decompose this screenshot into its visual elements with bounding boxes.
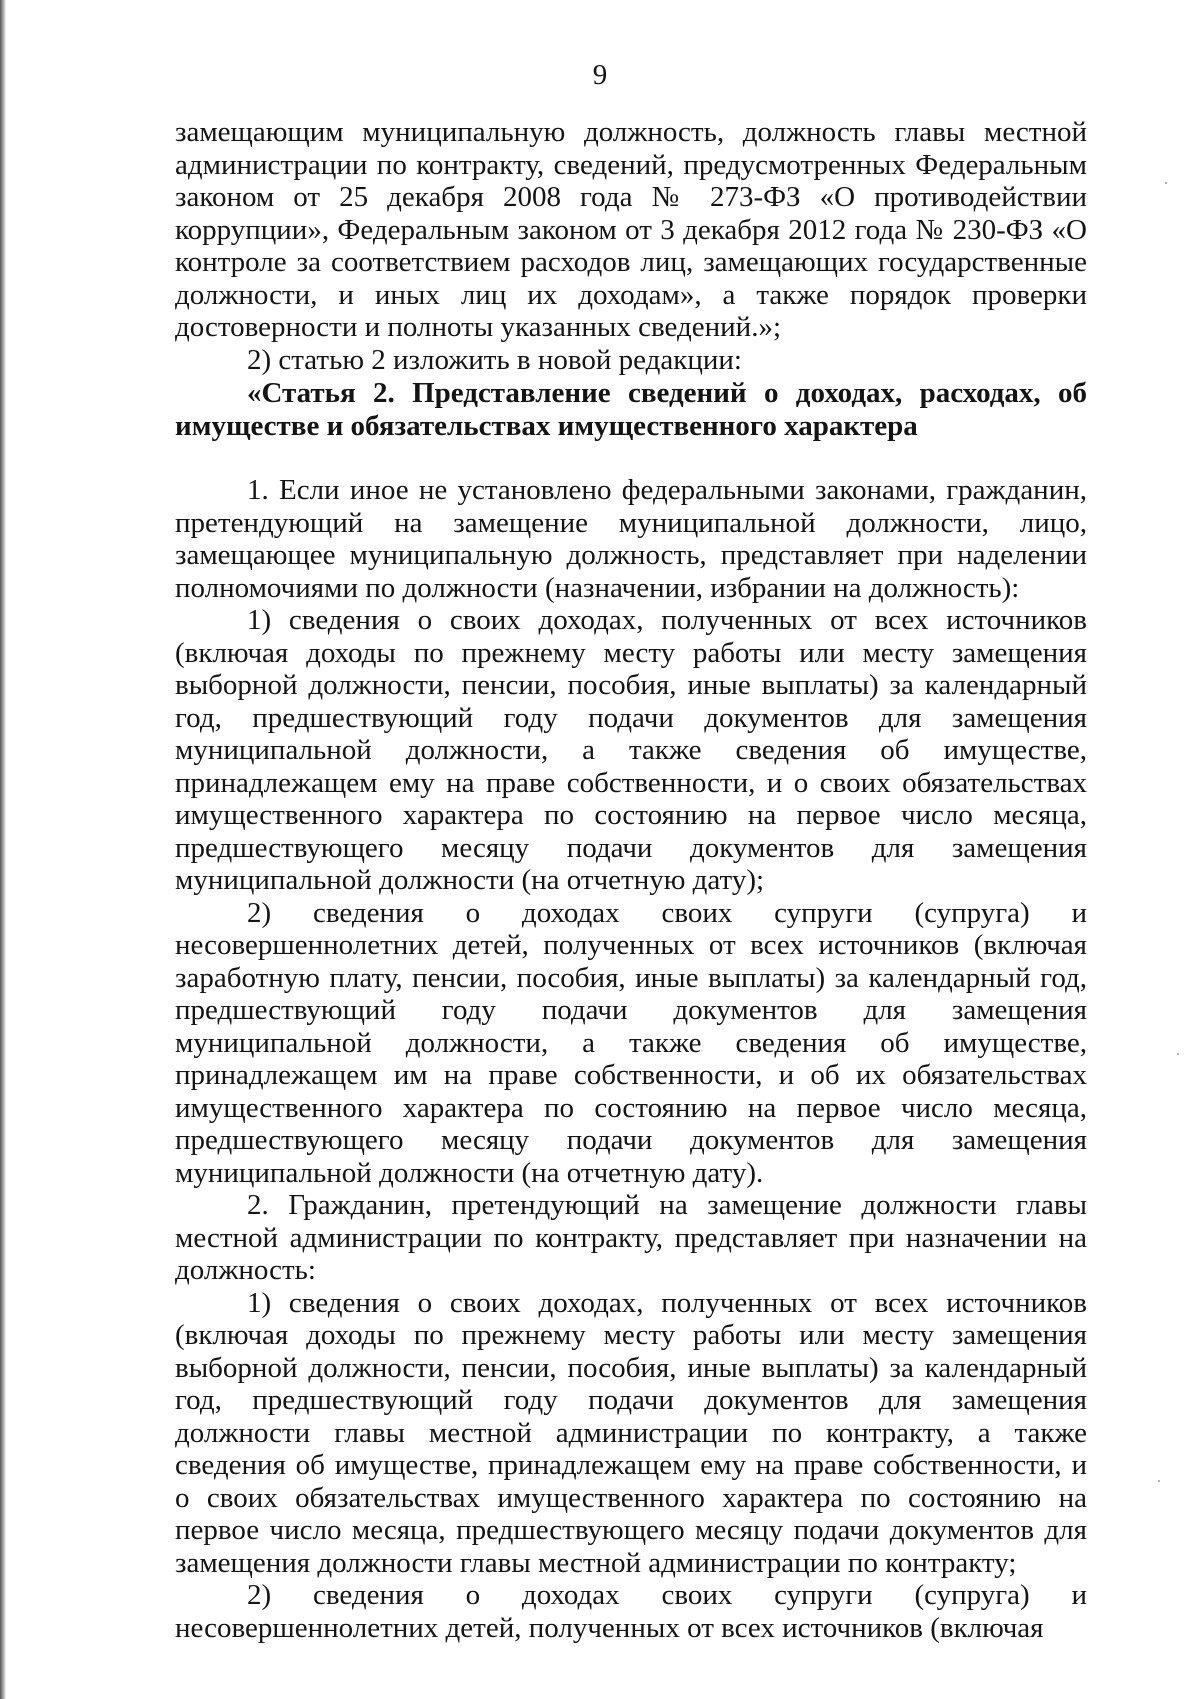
paragraph-clause-2: 2. Гражданин, претендующий на замещение должности главы местной администрации по контракту, представляет при назначении на должность: <box>175 1189 1087 1286</box>
paragraph-clause-1-item-2: 2) сведения о доходах своих супруги (супруга) и несовершеннолетних детей, полученных от всех источников (включая заработную плату, пенсии, пособия, иные выплаты) за календарный год, предшествующий году подачи документов для замещения муниципальной должности, а также сведения об имуществе, принадлежащем им на праве собственности, и об их обязательствах имущественного характера по состоянию на первое число месяца, предшествующего месяцу подачи документов для замещения муниципальной должности (на отчетную дату). <box>175 896 1087 1189</box>
paragraph-clause-1: 1. Если иное не установлено федеральными законами, гражданин, претендующий на замещение муниципальной должности, лицо, замещающее муниципальную должность, представляет при наделении полномочиями по должности (назначении, избрании на должность): <box>175 474 1087 604</box>
scan-speck <box>1158 1480 1160 1482</box>
scan-left-edge <box>0 0 6 1699</box>
scan-speck <box>1165 182 1167 184</box>
scan-speck <box>1177 1053 1179 1055</box>
article-heading: «Статья 2. Представление сведений о доходах, расходах, об имуществе и обязательствах имущественного характера <box>175 377 1087 442</box>
paragraph-clause-1-item-1: 1) сведения о своих доходах, полученных от всех источников (включая доходы по прежнему месту работы или месту замещения выборной должности, пенсии, пособия, иные выплаты) за календарный год, предшествующий году подачи документов для замещения муниципальной должности, а также сведения об имуществе, принадлежащем ему на праве собственности, и о своих обязательствах имущественного характера по состоянию на первое число месяца, предшествующего месяцу подачи документов для замещения муниципальной должности (на отчетную дату); <box>175 604 1087 896</box>
paragraph-amendment-item-2: 2) статью 2 изложить в новой редакции: <box>247 343 742 376</box>
paragraph-continuation: замещающим муниципальную должность, должность главы местной администрации по контракту, сведений, предусмотренных Федеральным законом от 25 декабря 2008 года № 273-ФЗ «О противодействии коррупции», Федеральным законом от 3 декабря 2012 года № 230-ФЗ «О контроле за соответствием расходов лиц, замещающих государственные должности, и иных лиц их доходам», а также порядок проверки достоверности и полноты указанных сведений.»; <box>175 116 1087 343</box>
paragraph-clause-2-item-1: 1) сведения о своих доходах, полученных от всех источников (включая доходы по прежнему месту работы или месту замещения выборной должности, пенсии, пособия, иные выплаты) за календарный год, предшествующий году подачи документов для замещения должности главы местной администрации по контракту, а также сведения об имуществе, принадлежащем ему на праве собственности, и о своих обязательствах имущественного характера по состоянию на первое число месяца, предшествующего месяцу подачи документов для замещения должности главы местной администрации по контракту; <box>175 1286 1087 1579</box>
document-body <box>175 116 1087 1644</box>
paragraph-clause-2-item-2: 2) сведения о доходах своих супруги (супруга) и несовершеннолетних детей, полученных от всех источников (включая <box>175 1579 1087 1644</box>
page-number: 9 <box>592 59 608 91</box>
